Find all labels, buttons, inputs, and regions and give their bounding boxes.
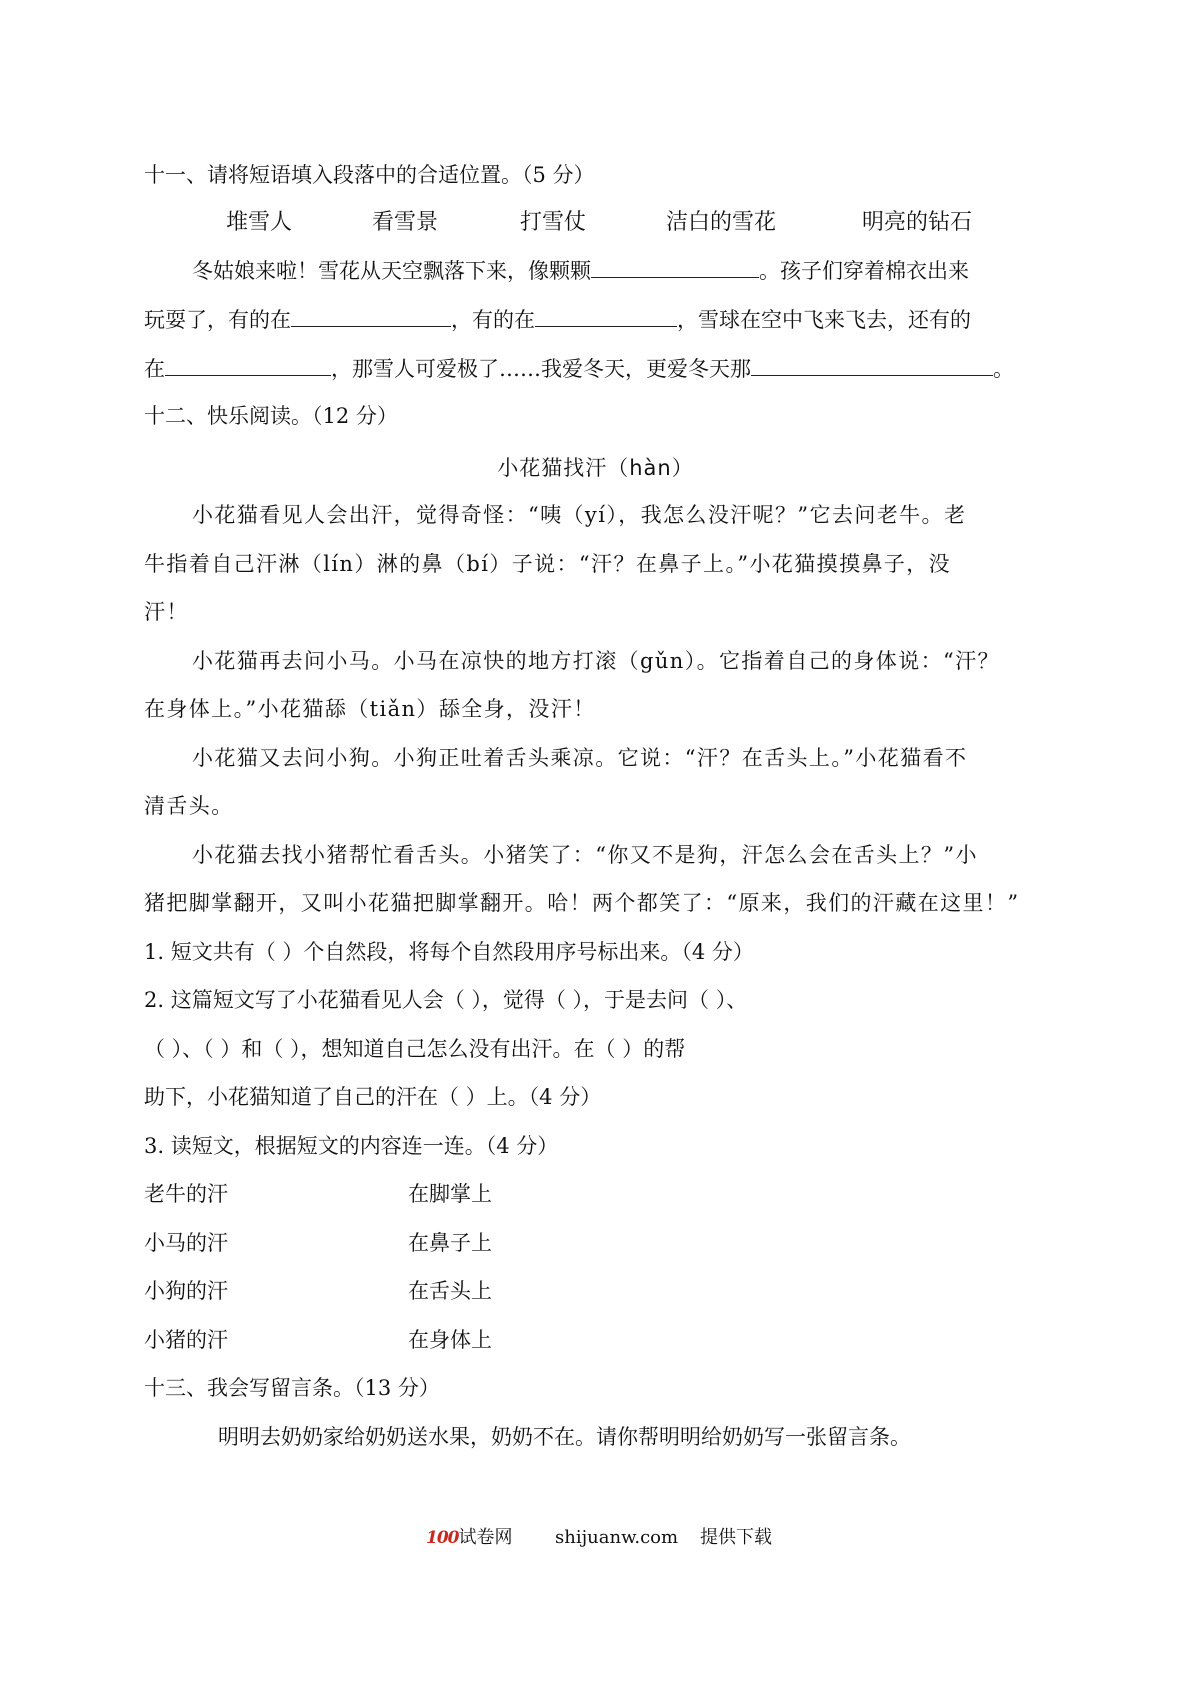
story-line: 小花猫去找小猪帮忙看舌头。小猪笑了：“你又不是狗，汗怎么会在舌头上？”小	[192, 843, 978, 867]
paragraph-line	[144, 305, 971, 335]
phrase-option: 堆雪人	[226, 210, 293, 235]
text: 。	[993, 357, 1014, 381]
question-2-line: 2. 这篇短文写了小花猫看见人会（ ），觉得（ ），于是去问（ ）、	[144, 988, 748, 1012]
question-1: 1. 短文共有（ ）个自然段，将每个自然段用序号标出来。（4 分）	[144, 940, 754, 964]
footer-logo	[426, 1526, 513, 1550]
text: 在	[144, 357, 165, 381]
story-line: 在身体上。”小花猫舔（tiǎn）舔全身，没汗！	[144, 697, 596, 721]
text: 冬姑娘来啦！雪花从天空飘落下来，像颗颗	[192, 259, 591, 283]
match-right-item[interactable]: 在脚掌上	[408, 1182, 492, 1206]
story-line: 小花猫又去问小狗。小狗正吐着舌头乘凉。它说：“汗？在舌头上。”小花猫看不	[192, 746, 968, 770]
question-3: 3. 读短文，根据短文的内容连一连。（4 分）	[144, 1134, 559, 1158]
section-11-heading: 十一、请将短语填入段落中的合适位置。（5 分）	[144, 163, 595, 187]
text: 玩耍了，有的在	[144, 308, 291, 332]
paragraph-line	[144, 354, 1014, 384]
section-13-heading: 十三、我会写留言条。（13 分）	[144, 1376, 440, 1400]
phrase-option: 明亮的钻石	[862, 210, 973, 235]
story-line: 小花猫再去问小马。小马在凉快的地方打滚（gǔn）。它指着自己的身体说：“汗？	[192, 649, 1000, 673]
match-left-item[interactable]: 小马的汗	[144, 1231, 228, 1255]
fill-blank[interactable]	[591, 257, 759, 278]
fill-blank[interactable]	[291, 306, 451, 327]
story-line: 猪把脚掌翻开，又叫小花猫把脚掌翻开。哈！两个都笑了：“原来，我们的汗藏在这里！”	[144, 891, 1020, 915]
text: ，那雪人可爱极了……我爱冬天，更爱冬天那	[331, 357, 751, 381]
story-line: 牛指着自己汗淋（lín）淋的鼻（bí）子说：“汗？在鼻子上。”小花猫摸摸鼻子，没	[144, 552, 952, 576]
fill-blank[interactable]	[535, 306, 677, 327]
match-left-item[interactable]: 小猪的汗	[144, 1328, 228, 1352]
phrase-option: 洁白的雪花	[666, 210, 777, 235]
logo-100-icon: 100	[426, 1528, 459, 1548]
section-12-heading: 十二、快乐阅读。（12 分）	[144, 404, 398, 428]
footer-note: 提供下载	[700, 1527, 772, 1548]
fill-blank[interactable]	[165, 355, 331, 376]
story-line: 清舌头。	[144, 794, 234, 818]
logo-text: 试卷网	[458, 1527, 513, 1548]
match-left-item[interactable]: 老牛的汗	[144, 1182, 228, 1206]
story-title: 小花猫找汗（hàn）	[497, 456, 694, 480]
section-13-body: 明明去奶奶家给奶奶送水果，奶奶不在。请你帮明明给奶奶写一张留言条。	[218, 1425, 911, 1449]
match-right-item[interactable]: 在身体上	[408, 1328, 492, 1352]
text: ，有的在	[451, 308, 535, 332]
fill-blank[interactable]	[751, 355, 993, 376]
text: ，雪球在空中飞来飞去，还有的	[677, 308, 971, 332]
phrase-option: 看雪景	[372, 210, 439, 235]
match-right-item[interactable]: 在舌头上	[408, 1279, 492, 1303]
paragraph-line	[192, 256, 969, 286]
story-line: 汗！	[144, 600, 189, 624]
question-2-line: 助下，小花猫知道了自己的汗在（ ）上。（4 分）	[144, 1085, 602, 1109]
phrase-option: 打雪仗	[520, 210, 587, 235]
story-line: 小花猫看见人会出汗，觉得奇怪：“咦（yí），我怎么没汗呢？”它去问老牛。老	[192, 503, 967, 527]
question-2-line: （ ）、（ ）和（ ），想知道自己怎么没有出汗。在（ ）的帮	[144, 1037, 686, 1061]
footer-url: shijuanw.com	[555, 1527, 679, 1548]
match-left-item[interactable]: 小狗的汗	[144, 1279, 228, 1303]
text: 。孩子们穿着棉衣出来	[759, 259, 969, 283]
match-right-item[interactable]: 在鼻子上	[408, 1231, 492, 1255]
